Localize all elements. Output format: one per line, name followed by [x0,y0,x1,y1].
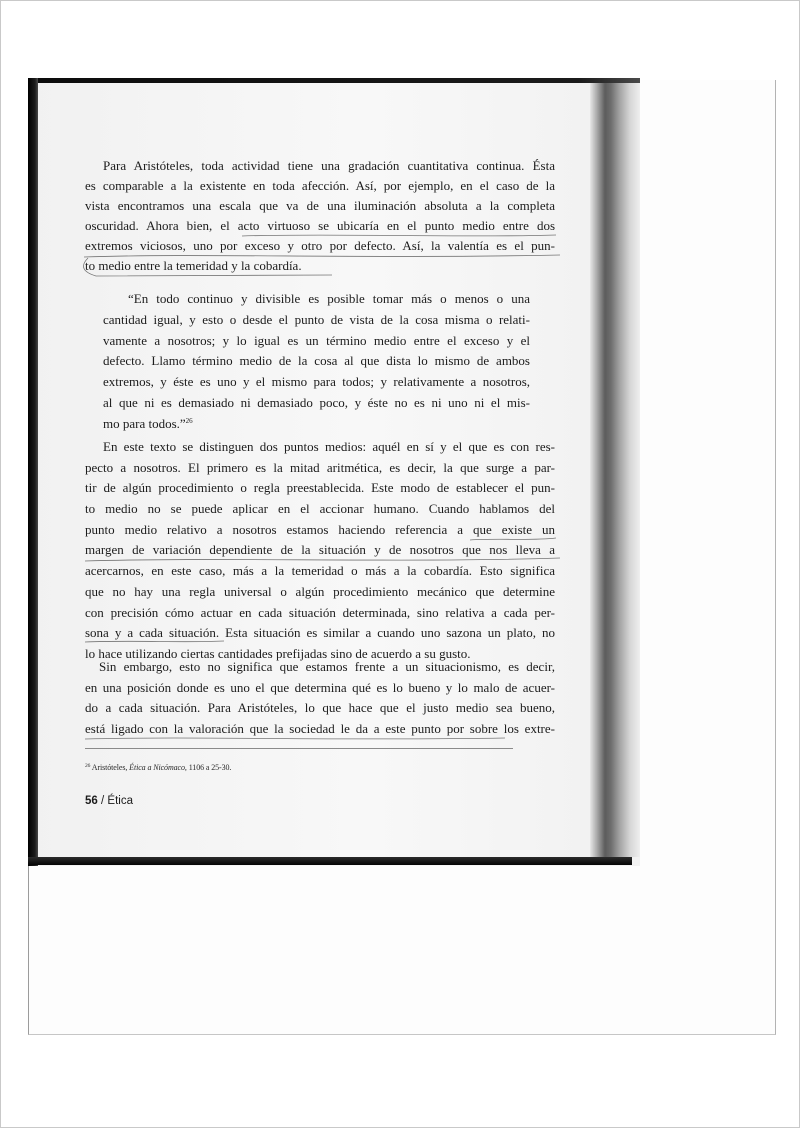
running-title: Ética [107,795,133,807]
text-line: es comparable a la existente en toda afección. Así, por ejemplo, en el caso de la [85,178,555,193]
text-line-content: mo para todos.” [103,415,186,431]
text-line: margen de variación dependiente de la situación y de nosotros que nos lleva a [85,542,555,558]
text-line: vista encontramos una escala que va de una iluminación absoluta a la completa [85,198,555,213]
text-line: en una posición donde es uno el que determina qué es lo bueno y lo malo de acuer- [85,679,555,695]
text-line: “En todo continuo y divisible es posible tomar más o menos o una [128,291,530,306]
text-line: punto medio relativo a nosotros estamos haciendo referencia a que existe un [85,521,555,537]
text-line: tir de algún procedimiento o regla preestablecida. Este modo de establecer el pun- [85,480,555,496]
text-line: está ligado con la valoración que la sociedad le da a este punto por sobre los extre- [85,721,555,737]
scan-edge-bottom [28,857,632,865]
footnote-reference-text: , 1106 a 25-30. [184,763,232,772]
text-line: Para Aristóteles, toda actividad tiene una gradación cuantitativa continua. Ésta [103,158,555,173]
page-footer [85,795,133,807]
paragraph-1 [85,156,555,276]
block-quote [103,289,530,435]
footnote-author: Aristóteles, [91,763,130,772]
text-line: oscuridad. Ahora bien, el acto virtuoso se ubicaría en el punto medio entre dos [85,218,555,233]
footer-separator: / [101,795,105,807]
footnote-title: Ética a Nicómaco [129,763,185,772]
scan-edge-left [28,78,38,866]
paragraph-3 [85,657,555,740]
paragraph-2 [85,437,555,665]
text-line: lo hace utilizando ciertas cantidades prefijadas sino de acuerdo a su gusto. [85,645,471,661]
text-line: al que ni es demasiado ni demasiado poco, y éste no es ni uno ni el mis- [103,394,530,410]
footnote-reference: 26 [185,416,193,425]
text-line [103,414,530,435]
text-line: que no hay una regla universal o algún procedimiento mecánico que determine [85,583,555,599]
book-gutter-shadow [590,83,640,857]
text-line: to medio entre la temeridad y la cobardía. [85,258,302,273]
footnote-rule [85,748,513,749]
footnote-marker: 26 [85,763,91,769]
footnote [85,763,231,772]
text-line: vamente a nosotros; y lo igual es un término medio entre el exceso y el [103,332,530,348]
scan-edge-top [28,78,640,83]
page-number: 56 [85,795,98,807]
text-line: extremos viciosos, uno por exceso y otro por defecto. Así, la valentía es el pun- [85,238,555,253]
text-line: pecto a nosotros. El primero es la mitad aritmética, es decir, la que surge a par- [85,459,555,475]
text-line: Sin embargo, esto no significa que estamos frente a un situacionismo, es decir, [99,659,555,674]
text-line: En este texto se distinguen dos puntos medios: aquél en sí y el que es con res- [103,439,555,454]
text-line: con precisión cómo actuar en cada situación determinada, sino relativa a cada per- [85,604,555,620]
text-line: to medio no se puede aplicar en el accionar humano. Cuando hablamos del [85,501,555,517]
text-line: acercarnos, en este caso, más a la temeridad o más a la cobardía. Esto significa [85,563,555,579]
text-line: do a cada situación. Para Aristóteles, lo que hace que el justo medio sea bueno, [85,700,555,716]
text-line: extremos, y éste es uno y el mismo para todos; y relativamente a nosotros, [103,374,530,390]
text-line: cantidad igual, y esto o desde el punto de vista de la cosa misma o relati- [103,311,530,327]
text-line: sona y a cada situación. Esta situación es similar a cuando uno sazona un plato, no [85,625,555,641]
text-line: defecto. Llamo término medio de la cosa al que dista lo mismo de ambos [103,353,530,369]
